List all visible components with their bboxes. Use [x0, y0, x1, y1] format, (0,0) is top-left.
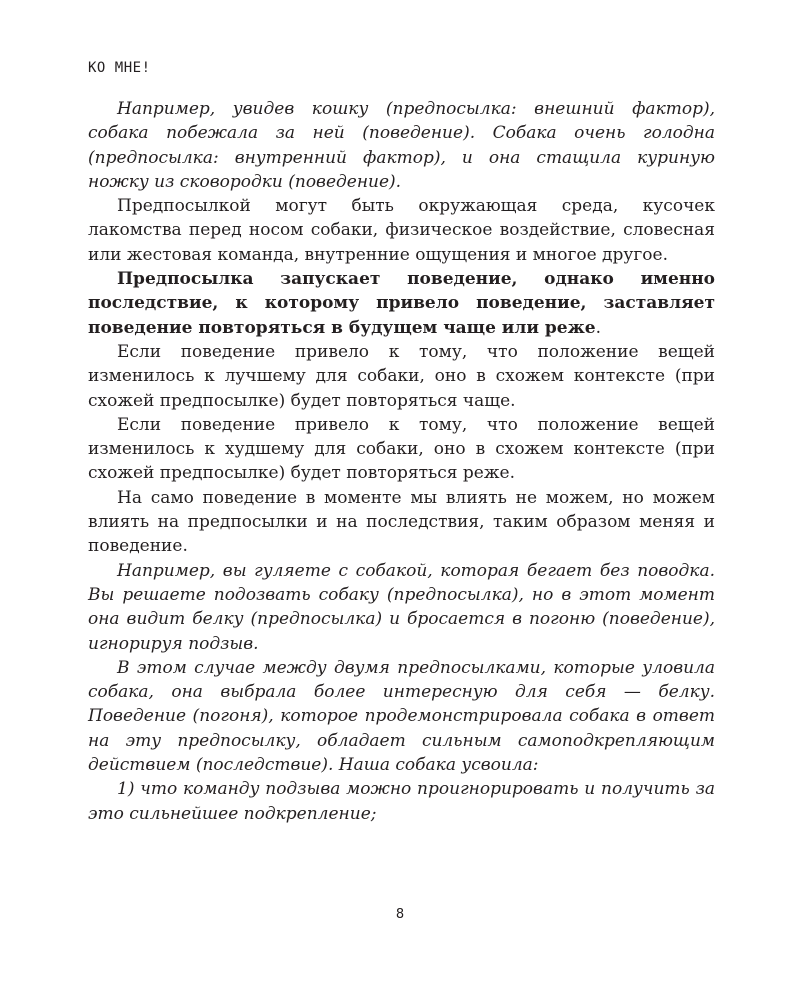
list-item-1: 1) что команду подзыва можно проигнорировать и получить за это сильнейшее подкрепление;	[88, 779, 715, 824]
page-number: 8	[395, 907, 405, 922]
paragraph-example-walk: Например, вы гуляете с собакой, которая бегает без поводка. Вы решаете подозвать собаку (предпосылка), но в этот момент она видит белку (предпосылка) и бросается в погоню (поведение), игнорируя подзыв.	[88, 560, 715, 654]
key-principle-bold-text: Предпосылка запускает поведение, однако именно последствие, к которому привело поведение, заставляет поведение повторяться в будущем чаще или реже	[88, 269, 715, 338]
paragraph-worse-outcome: Если поведение привело к тому, что положение вещей изменилось к худшему для собаки, оно в схожем контексте (при схожей предпосылке) будет повторяться реже.	[88, 414, 715, 484]
paragraph-example-squirrel: В этом случае между двумя предпосылками, которые уловила собака, она выбрала более интересную для себя — белку. Поведение (погоня), которое продемонстрировала собака в ответ на эту предпосылку, обладает сильным самоподкрепляющим действием (последствие). Наша собака усвоила:	[88, 657, 715, 776]
paragraph-key-principle	[88, 267, 715, 340]
key-principle-period: .	[595, 317, 602, 338]
paragraph-better-outcome: Если поведение привело к тому, что положение вещей изменилось к лучшему для собаки, оно в схожем контексте (при схожей предпосылке) будет повторяться чаще.	[88, 341, 715, 411]
body-text	[88, 97, 715, 826]
running-head: КО МНЕ!	[88, 60, 151, 76]
paragraph-antecedent-types: Предпосылкой могут быть окружающая среда, кусочек лакомства перед носом собаки, физическое воздействие, словесная или жестовая команда, внутренние ощущения и многое другое.	[88, 196, 715, 265]
paragraph-influence: На само поведение в моменте мы влиять не можем, но можем влиять на предпосылки и на последствия, таким образом меняя и поведение.	[88, 487, 715, 557]
paragraph-example-cat: Например, увидев кошку (предпосылка: внешний фактор), собака побежала за ней (поведение). Собака очень голодна (предпосылка: внутренний фактор), и она стащила куриную ножку из сковородки (поведение).	[88, 99, 715, 192]
